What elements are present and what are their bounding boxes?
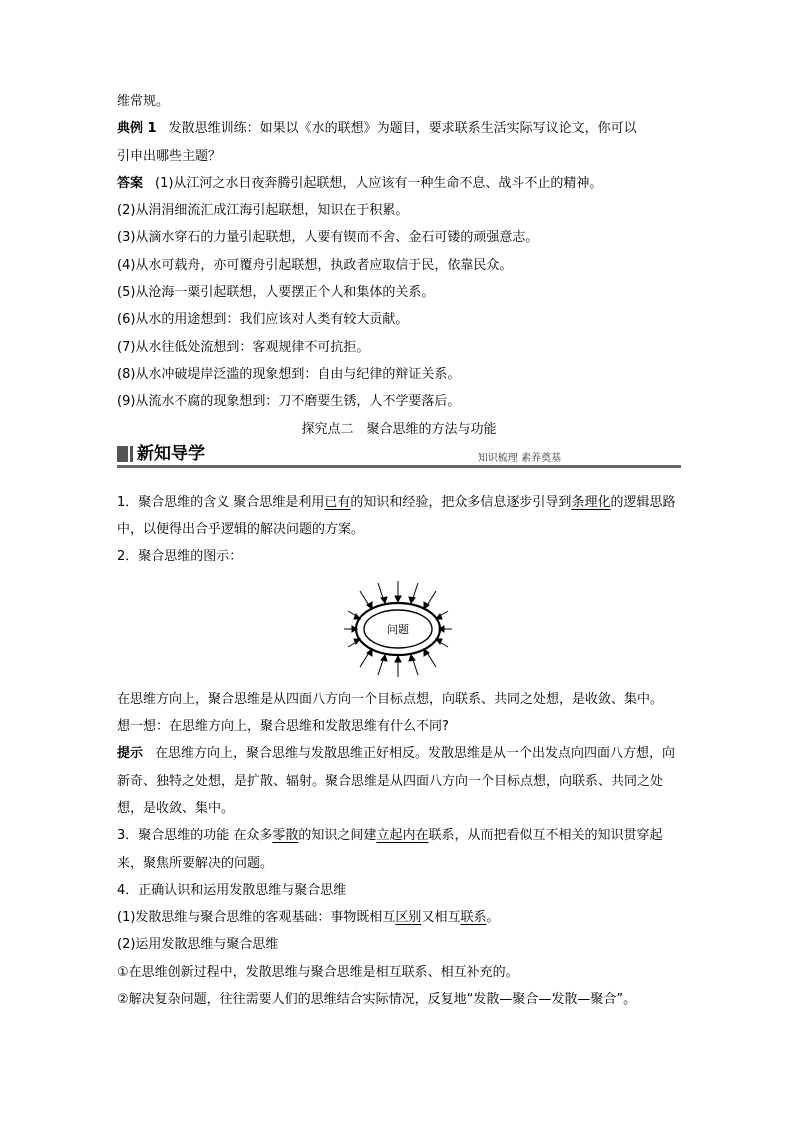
answer-item: (8)从水冲破堤岸泛滥的现象想到：自由与纪律的辩证关系。	[117, 366, 461, 382]
answer-line	[117, 170, 681, 197]
paragraph-text: 又相互	[421, 910, 461, 926]
example-line	[117, 115, 681, 142]
banner-tag: 知识梳理 素养奠基	[477, 452, 561, 464]
hint-paragraph	[117, 740, 681, 822]
paragraph-text: 的知识之间建	[298, 828, 377, 844]
diagram-center-label: 问题	[387, 622, 409, 636]
banner-title: 新知导学	[137, 443, 205, 464]
paragraph-direction: 在思维方向上，聚合思维是从四面八方向一个目标点想，向联系、共同之处想，是收敛、集中。	[117, 691, 664, 707]
answer-item: (2)从涓涓细流汇成江海引起联想，知识在于积累。	[117, 203, 409, 219]
paragraph-usage: (2)运用发散思维与聚合思维	[117, 937, 279, 953]
answer-item: (4)从水可载舟，亦可覆舟引起联想，执政者应取信于民，依靠民众。	[117, 257, 513, 273]
answer-label: 答案	[117, 175, 144, 191]
paragraph-text: 的知识和经验，把众多信息逐步引导到	[350, 494, 572, 510]
section-title: 探究点二 聚合思维的方法与功能	[301, 421, 497, 437]
banner-bar-icon	[117, 446, 128, 462]
convergent-thinking-diagram	[117, 577, 681, 684]
convergence-diagram-icon	[342, 577, 462, 681]
text-line: 引申出哪些主题？	[117, 148, 222, 164]
underlined-term: 条理化	[571, 494, 611, 510]
answer-item: (5)从沧海一粟引起联想，人要摆正个人和集体的关系。	[117, 285, 435, 301]
answer-item: (1)从江河之水日夜奔腾引起联想，人应该有一种生命不息、战斗不止的精神。	[155, 175, 603, 191]
paragraph-text: (1)发散思维与聚合思维的客观基础：事物既相互	[117, 910, 396, 926]
paragraph-text: 。	[486, 910, 500, 926]
hint-label: 提示	[117, 746, 144, 762]
answer-item: (9)从流水不腐的现象想到：刀不磨要生锈，人不学要落后。	[117, 394, 461, 410]
paragraph-definition	[117, 489, 681, 544]
underlined-term: 已有	[324, 494, 351, 510]
underlined-term: 零散	[272, 828, 299, 844]
paragraph-usage-item: ①在思维创新过程中，发散思维与聚合思维是相互联系、相互补充的。	[117, 964, 519, 980]
example-label: 典例 1	[117, 121, 157, 137]
paragraph-heading: 4．正确认识和运用发散思维与聚合思维	[117, 882, 347, 898]
paragraph-function	[117, 822, 681, 877]
paragraph-basis	[117, 904, 681, 931]
paragraph-text: 联系，从而把看似互不相关的知识贯穿起来，聚焦所要解决的问题。	[117, 828, 663, 871]
paragraph-usage-item: ②解决复杂问题，往往需要人们的思维结合实际情况，反复地“发散—聚合—发散—聚合”。	[117, 992, 637, 1008]
section-banner	[117, 443, 681, 471]
answer-item: (7)从水往低处流想到：客观规律不可抗拒。	[117, 339, 370, 355]
underlined-term: 立起内在	[376, 828, 429, 844]
example-text: 发散思维训练：如果以《水的联想》为题目，要求联系生活实际写议论文，你可以	[168, 121, 637, 137]
answer-item: (3)从滴水穿石的力量引起联想，人要有锲而不舍、金石可镂的顽强意志。	[117, 230, 539, 246]
underlined-term: 区别	[395, 910, 422, 926]
paragraph-text: 的逻辑思路中，以便得出合乎逻辑的解决问题的方案。	[117, 494, 676, 538]
underlined-term: 联系	[460, 910, 487, 926]
think-question: 想一想：在思维方向上，聚合思维和发散思维有什么不同?	[117, 719, 449, 735]
hint-text: 在思维方向上，聚合思维与发散思维正好相反。发散思维是从一个出发点向四面八方想，向新奇、独特之处想，是扩散、辐射。聚合思维是从四面八方向一个目标点想，向联系、共同之处想，是收敛、集中。	[117, 746, 676, 816]
text-line: 维常规。	[117, 94, 170, 109]
paragraph-diagram-label: 2．聚合思维的图示：	[117, 549, 243, 565]
paragraph-text: 1．聚合思维的含义 聚合思维是利用	[117, 494, 325, 510]
page-content	[117, 88, 681, 1013]
paragraph-text: 3．聚合思维的功能 在众多	[117, 828, 273, 844]
answer-item: (6)从水的用途想到：我们应该对人类有较大贡献。	[117, 312, 409, 328]
banner-divider	[117, 465, 681, 468]
